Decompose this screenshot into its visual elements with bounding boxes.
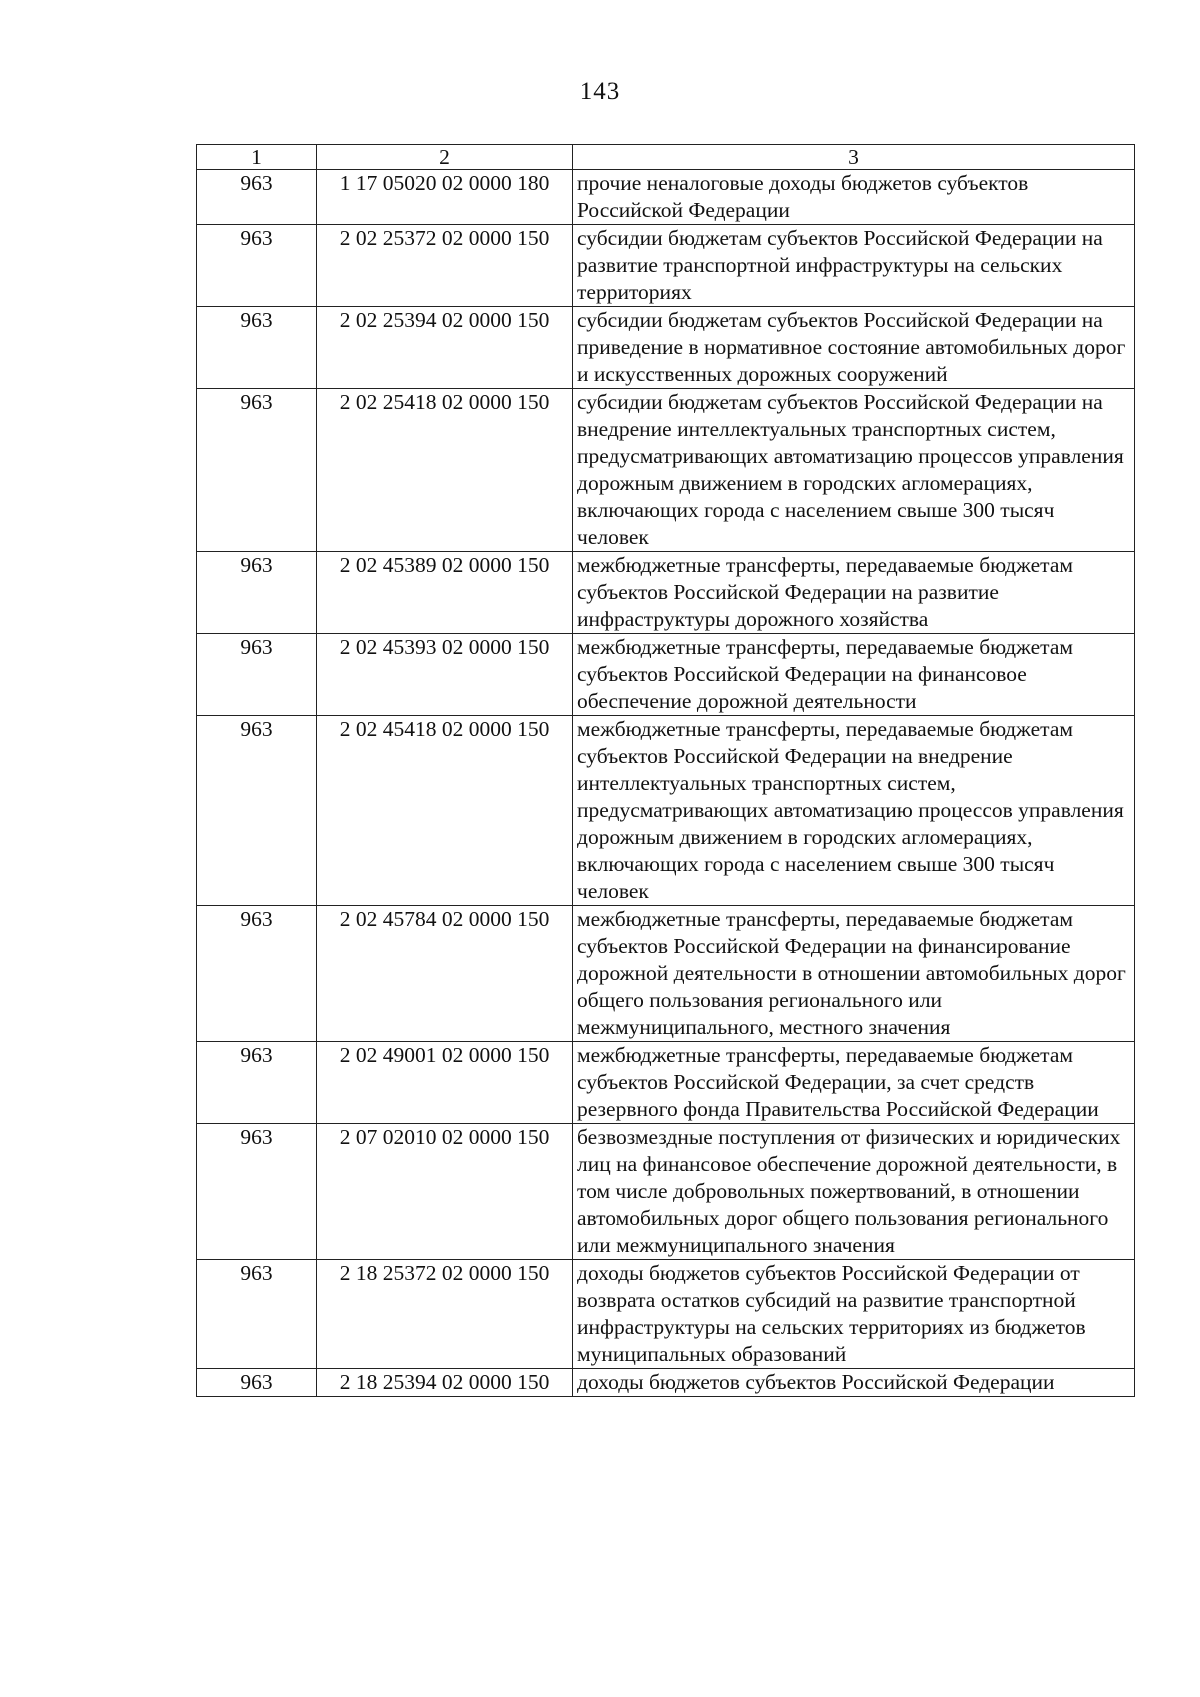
budget-code-cell: 2 02 49001 02 0000 150 [317, 1042, 573, 1124]
income-name-cell: межбюджетные трансферты, передаваемые бюджетам субъектов Российской Федерации на внедрение интеллектуальных транспортных систем, предусматривающих автоматизацию процессов управления дорожным движением в городских агломерациях, включающих города с населением свыше 300 тысяч человек [573, 716, 1135, 906]
income-name-cell: субсидии бюджетам субъектов Российской Федерации на приведение в нормативное состояние автомобильных дорог и искусственных дорожных сооружений [573, 307, 1135, 389]
table-row [197, 552, 1135, 634]
admin-code-cell: 963 [197, 1042, 317, 1124]
income-name-cell: субсидии бюджетам субъектов Российской Федерации на внедрение интеллектуальных транспортных систем, предусматривающих автоматизацию процессов управления дорожным движением в городских агломерациях, включающих города с населением свыше 300 тысяч человек [573, 389, 1135, 552]
income-name-cell: субсидии бюджетам субъектов Российской Федерации на развитие транспортной инфраструктуры на сельских территориях [573, 225, 1135, 307]
income-name-cell: межбюджетные трансферты, передаваемые бюджетам субъектов Российской Федерации, за счет средств резервного фонда Правительства Российской Федерации [573, 1042, 1135, 1124]
budget-code-cell: 2 02 25372 02 0000 150 [317, 225, 573, 307]
table-row [197, 906, 1135, 1042]
admin-code-cell: 963 [197, 1369, 317, 1397]
admin-code-cell: 963 [197, 716, 317, 906]
admin-code-cell: 963 [197, 634, 317, 716]
table-row [197, 389, 1135, 552]
column-header-1: 1 [197, 145, 317, 170]
table-row [197, 1369, 1135, 1397]
budget-code-cell: 2 02 45784 02 0000 150 [317, 906, 573, 1042]
admin-code-cell: 963 [197, 552, 317, 634]
table-header-row [197, 145, 1135, 170]
budget-code-cell: 2 18 25394 02 0000 150 [317, 1369, 573, 1397]
column-header-2: 2 [317, 145, 573, 170]
income-name-cell: доходы бюджетов субъектов Российской Федерации от возврата остатков субсидий на развитие транспортной инфраструктуры на сельских территориях из бюджетов муниципальных образований [573, 1260, 1135, 1369]
page-number: 143 [579, 78, 621, 105]
table-row [197, 716, 1135, 906]
table-row [197, 1260, 1135, 1369]
income-name-cell: безвозмездные поступления от физических и юридических лиц на финансовое обеспечение дорожной деятельности, в том числе добровольных пожертвований, в отношении автомобильных дорог общего пользования регионального или межмуниципального значения [573, 1124, 1135, 1260]
budget-code-cell: 2 18 25372 02 0000 150 [317, 1260, 573, 1369]
budget-code-cell: 2 02 45393 02 0000 150 [317, 634, 573, 716]
table-row [197, 1124, 1135, 1260]
admin-code-cell: 963 [197, 389, 317, 552]
table-row [197, 225, 1135, 307]
income-name-cell: прочие неналоговые доходы бюджетов субъектов Российской Федерации [573, 170, 1135, 225]
table-row [197, 634, 1135, 716]
admin-code-cell: 963 [197, 170, 317, 225]
admin-code-cell: 963 [197, 307, 317, 389]
income-codes-table [196, 144, 1135, 1397]
budget-code-cell: 2 02 25394 02 0000 150 [317, 307, 573, 389]
budget-code-cell: 2 02 25418 02 0000 150 [317, 389, 573, 552]
budget-code-cell: 2 07 02010 02 0000 150 [317, 1124, 573, 1260]
income-name-cell: доходы бюджетов субъектов Российской Федерации [573, 1369, 1135, 1397]
budget-code-cell: 2 02 45389 02 0000 150 [317, 552, 573, 634]
column-header-3: 3 [573, 145, 1135, 170]
admin-code-cell: 963 [197, 225, 317, 307]
table-row [197, 1042, 1135, 1124]
table-row [197, 170, 1135, 225]
income-name-cell: межбюджетные трансферты, передаваемые бюджетам субъектов Российской Федерации на развитие инфраструктуры дорожного хозяйства [573, 552, 1135, 634]
admin-code-cell: 963 [197, 906, 317, 1042]
income-name-cell: межбюджетные трансферты, передаваемые бюджетам субъектов Российской Федерации на финансовое обеспечение дорожной деятельности [573, 634, 1135, 716]
budget-code-cell: 2 02 45418 02 0000 150 [317, 716, 573, 906]
admin-code-cell: 963 [197, 1260, 317, 1369]
income-name-cell: межбюджетные трансферты, передаваемые бюджетам субъектов Российской Федерации на финансирование дорожной деятельности в отношении автомобильных дорог общего пользования регионального или межмуниципального, местного значения [573, 906, 1135, 1042]
table-row [197, 307, 1135, 389]
admin-code-cell: 963 [197, 1124, 317, 1260]
budget-code-cell: 1 17 05020 02 0000 180 [317, 170, 573, 225]
